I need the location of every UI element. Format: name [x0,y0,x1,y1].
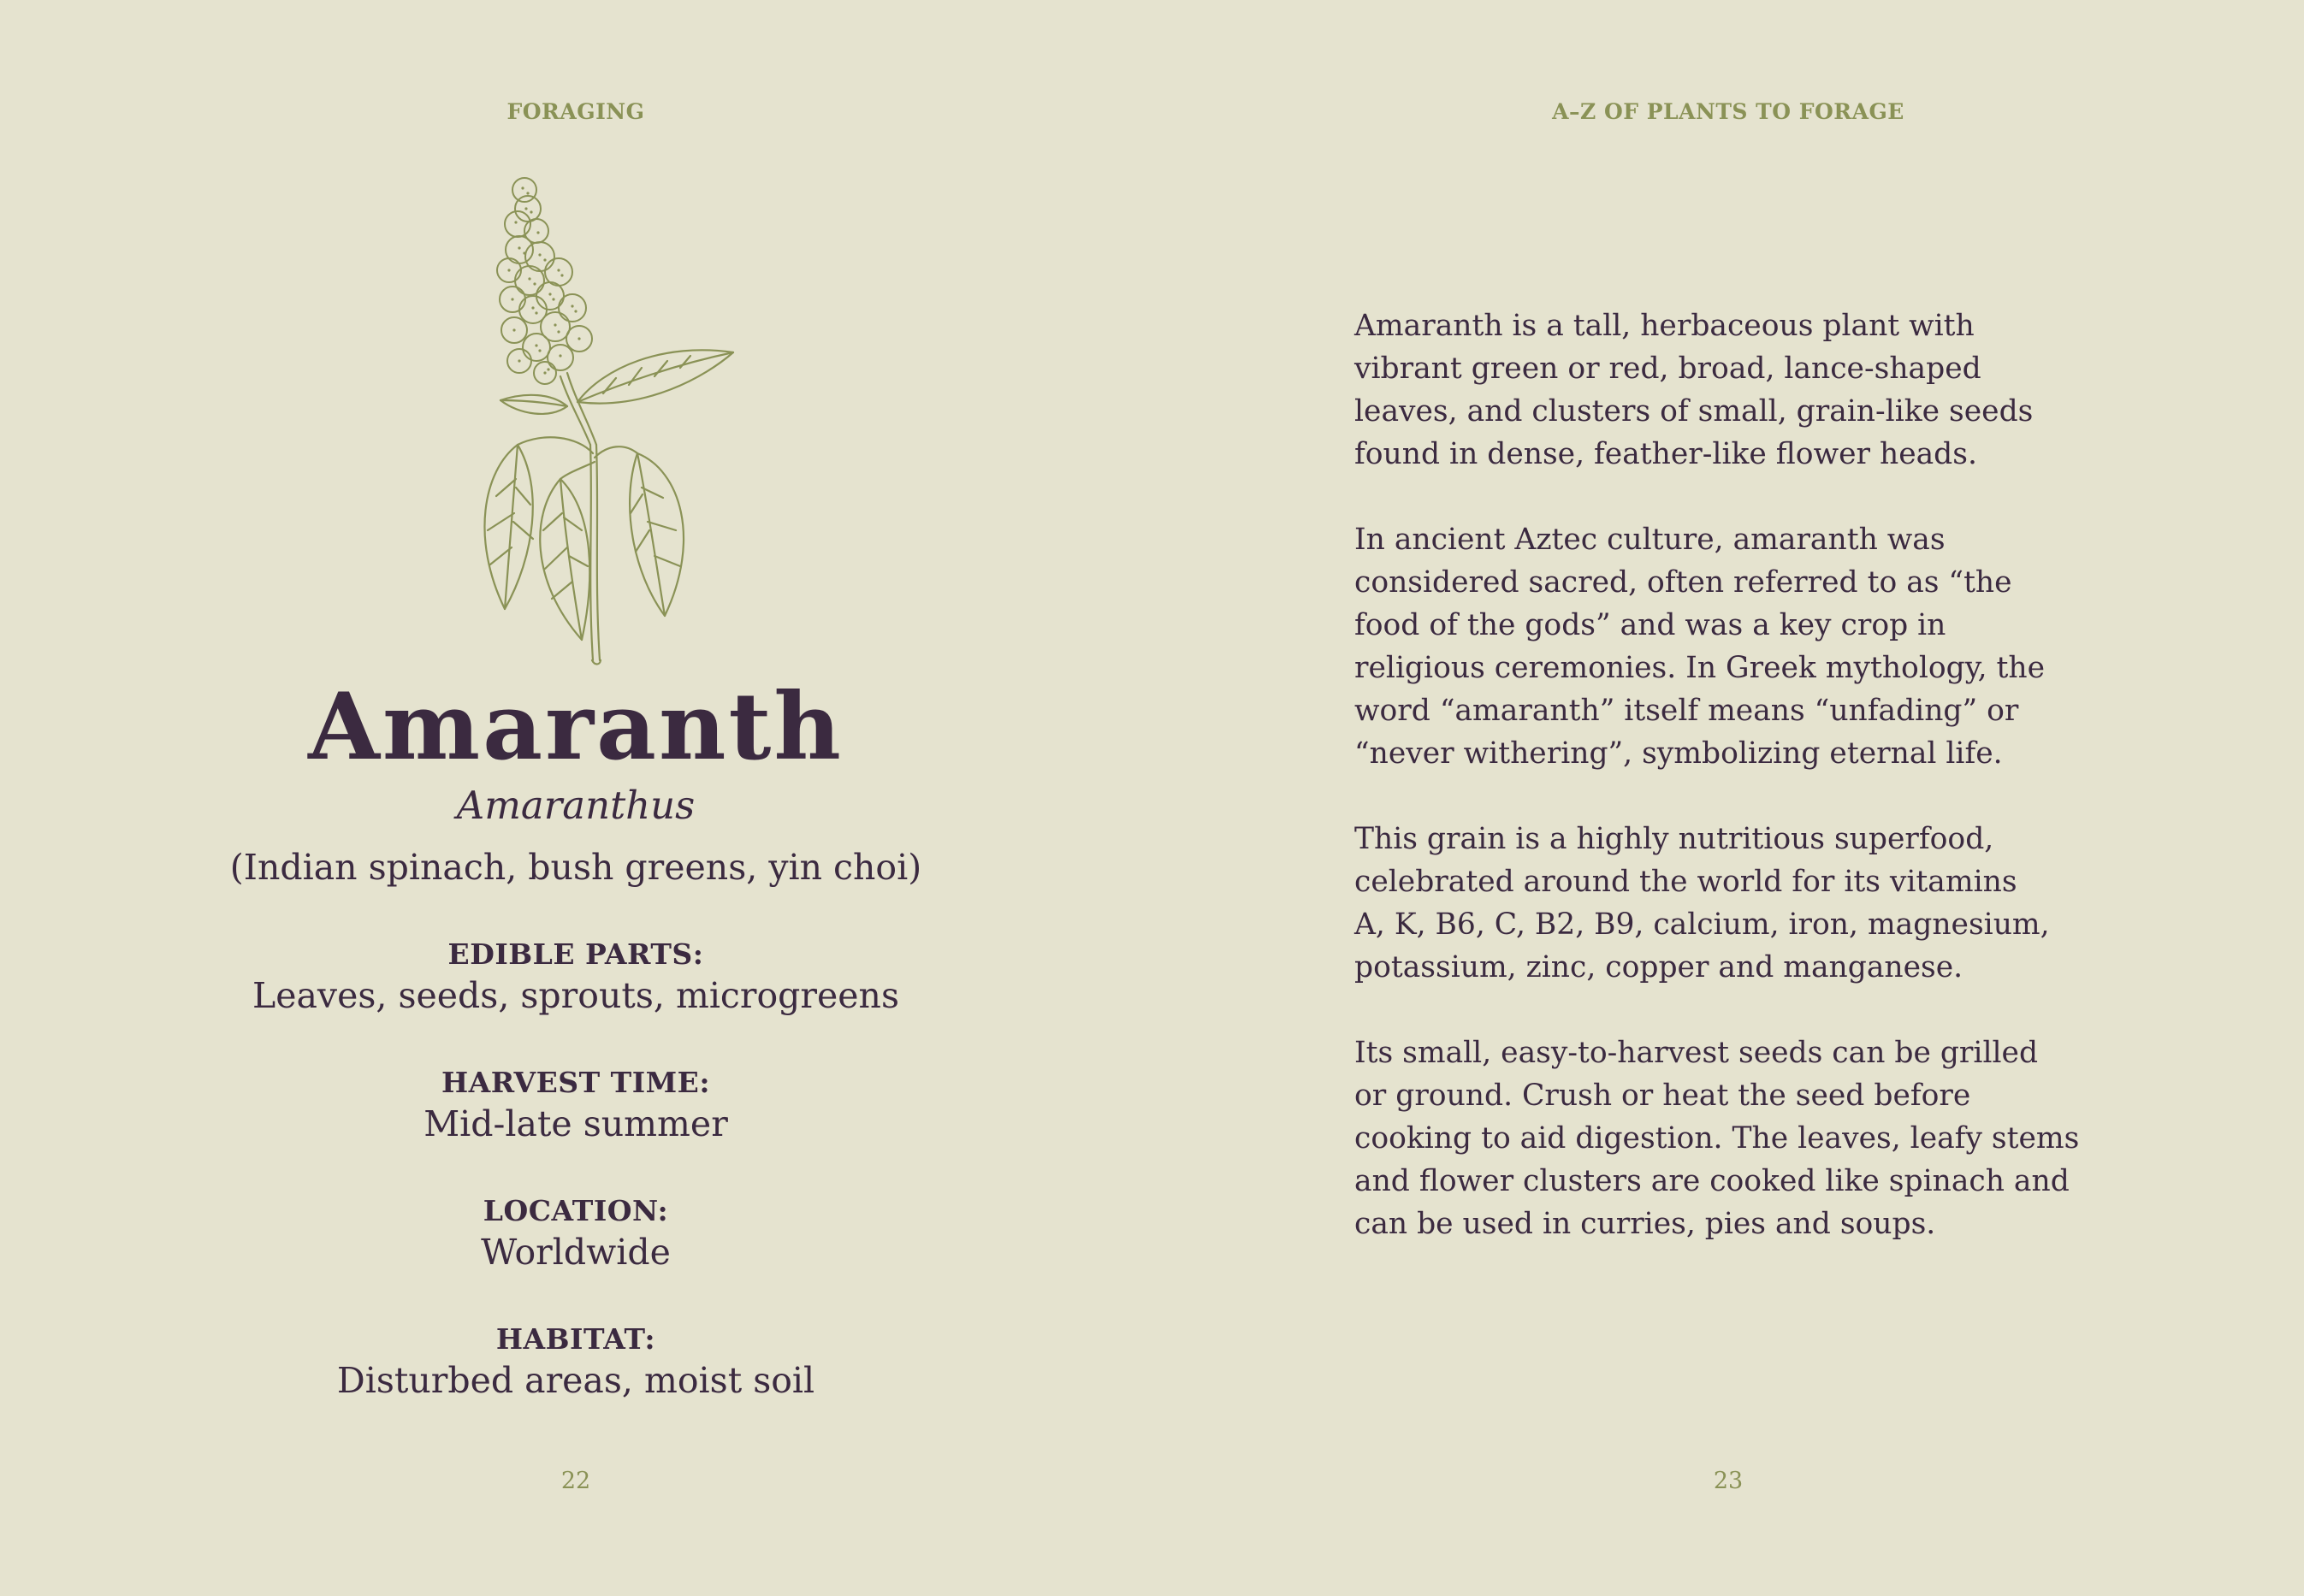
latin-name: Amaranthus [456,783,696,828]
paragraph: This grain is a highly nutritious superfood, celebrated around the world for its vitamins A, K, B6, C, B2, B9, calcium, iron, magnesium, potassium, zinc, copper and manganese. [1354,822,2050,984]
fact-label: EDIBLE PARTS: [447,937,704,971]
fact-label: HARVEST TIME: [441,1066,711,1099]
common-names: (Indian spinach, bush greens, yin choi) [229,847,922,888]
fact-edible-parts [0,936,1152,1018]
right-page [1152,0,2304,1596]
fact-harvest-time [0,1064,1152,1146]
fact-value: Leaves, seeds, sprouts, microgreens [252,975,899,1016]
body-text [1354,304,2124,1288]
page-number-right: 23 [1713,1468,1744,1494]
plant-title: Amaranth [308,673,844,781]
running-head-right: A–Z OF PLANTS TO FORAGE [1552,99,1904,124]
fact-value: Disturbed areas, moist soil [336,1360,815,1401]
running-head-left: FORAGING [506,99,645,124]
amaranth-plant-illustration [466,171,744,676]
fact-label: HABITAT: [495,1322,656,1356]
fact-location [0,1192,1152,1274]
paragraph: In ancient Aztec culture, amaranth was considered sacred, often referred to as “the food of the gods” and was a key crop in religious ceremonies. In Greek mythology, the word “amaranth” itself means “unfading” or “never withering”, symbolizing eternal life. [1354,523,2046,771]
fact-label: LOCATION: [483,1194,669,1227]
paragraph: Amaranth is a tall, herbaceous plant with vibrant green or red, broad, lance-shaped leaves, and clusters of small, grain-like seeds found in dense, feather-like flower heads. [1354,309,2034,471]
fact-habitat [0,1321,1152,1403]
page-number-left: 22 [560,1468,591,1494]
fact-value: Worldwide [481,1232,671,1273]
paragraph: Its small, easy-to-harvest seeds can be grilled or ground. Crush or heat the seed before cooking to aid digestion. The leaves, leafy stems and flower clusters are cooked like spinach and can be used in curries, pies and soups. [1354,1036,2080,1241]
fact-value: Mid-late summer [423,1103,728,1144]
